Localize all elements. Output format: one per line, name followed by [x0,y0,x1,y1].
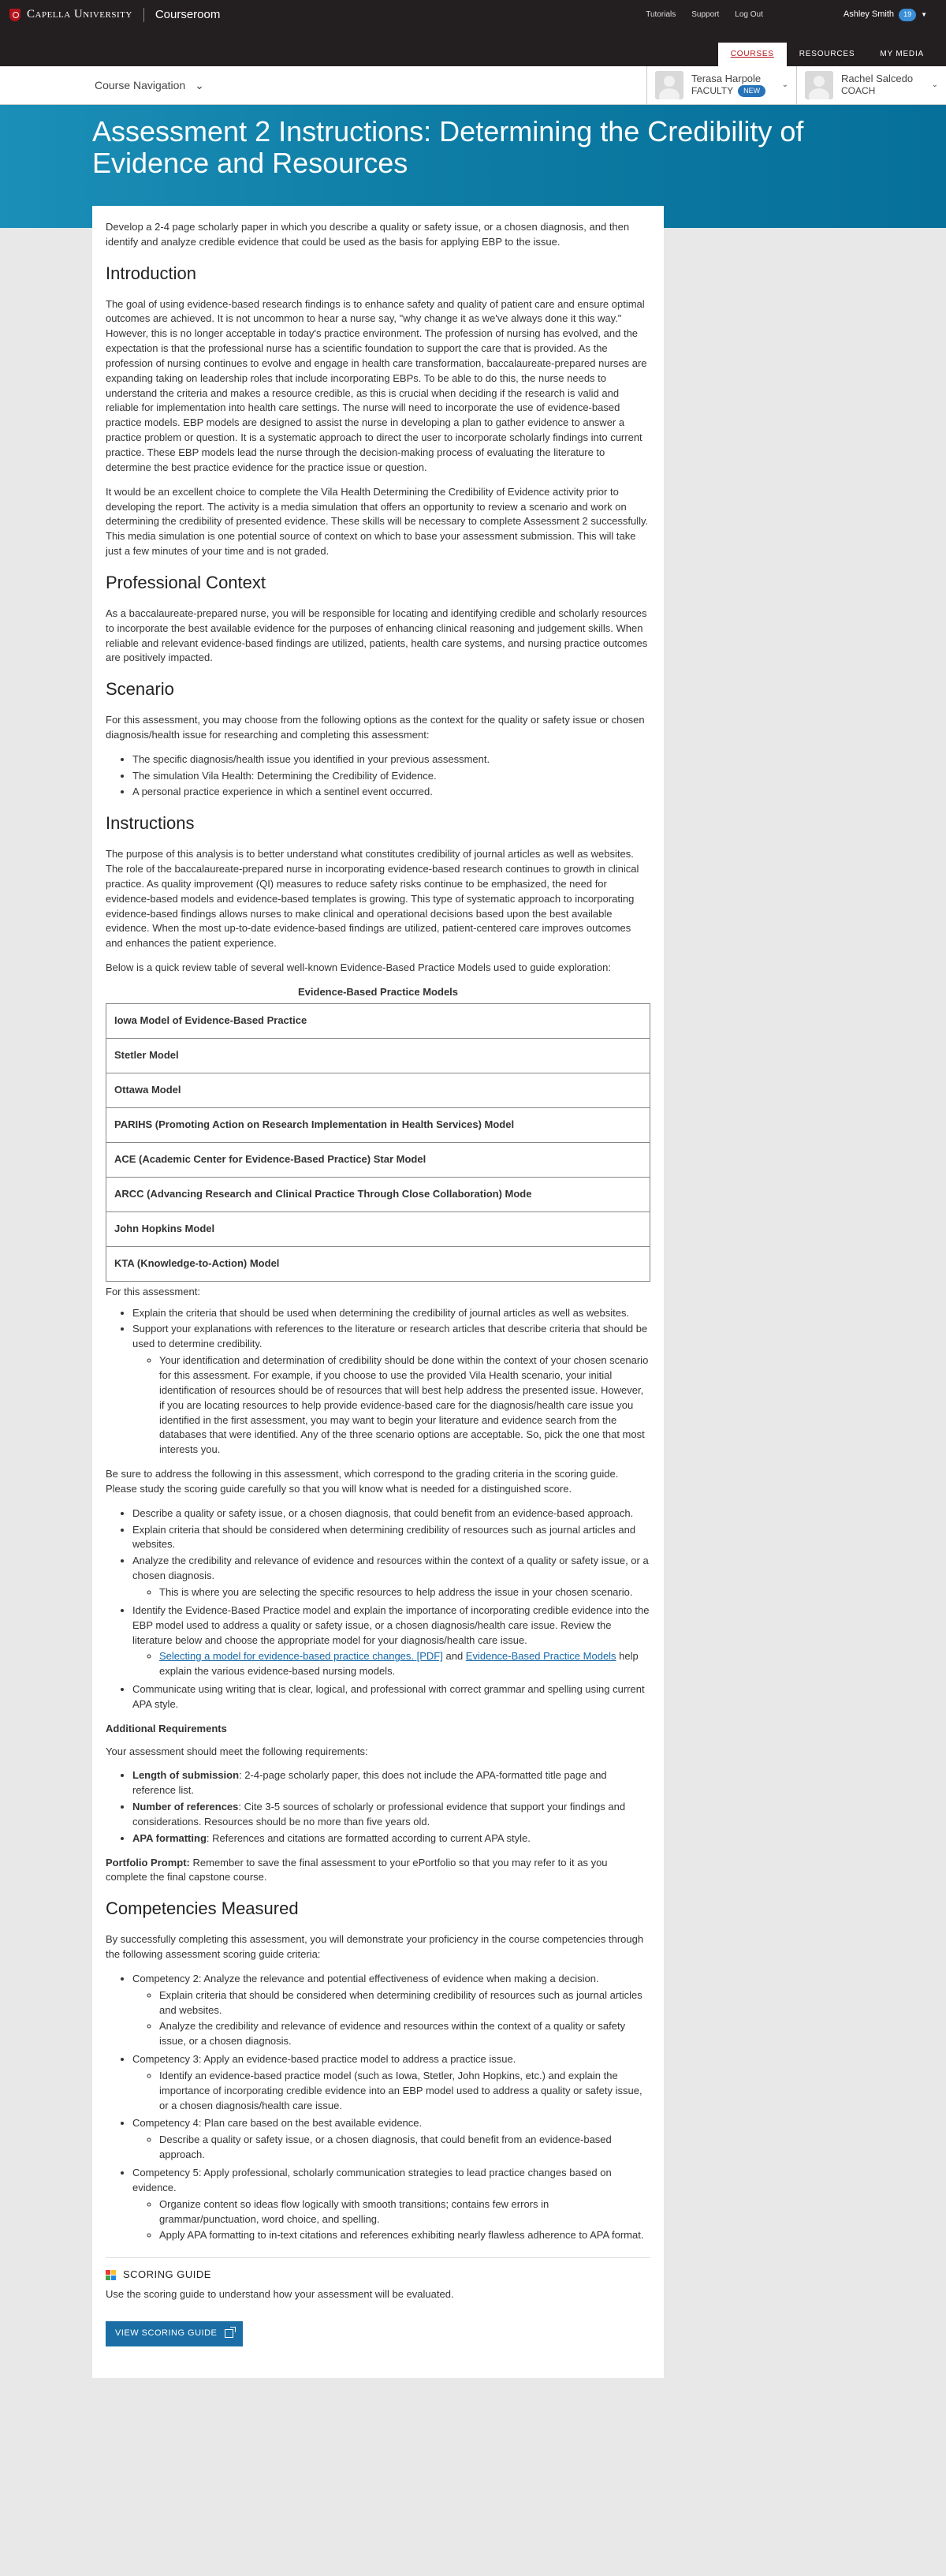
brand-divider [143,8,144,22]
table-row [106,1246,650,1281]
course-navigation-button[interactable] [95,77,204,93]
coach-name: Rachel Salcedo [841,72,914,84]
ebp-models-table [106,1003,650,1282]
list-item: ◦ Your identification and determination of credibility should be done within the context of your chosen scenario for this assessment. For example, if you choose to use the provided Vila Health scenario, your initial identification of resources should be of resources that will best help address the presented issue. However, if you are locating resources to help provide evidence-based care for the diagnosis/health care issue you identified in the first assessment, you may want to begin your literature and evidence search from the databases that were identified. Any of the three scenario options are acceptable. So, pick the one that most interests you. [159,1353,650,1458]
table-cell: Stetler Model [106,1038,650,1073]
assessment-list [132,1306,650,1458]
heading-competencies: Competencies Measured [106,1898,299,1919]
course-nav-bar [0,66,946,105]
table-row [106,1003,650,1038]
requirements-list [132,1768,650,1846]
divider [106,2257,650,2258]
competency-title: Competency 3: Apply an evidence-based practice model to address a practice issue. [132,2053,516,2066]
brand-name: Capella University [27,8,132,21]
paragraph: For this assessment: [106,1285,200,1297]
table-row [106,1107,650,1142]
list-item [132,1800,650,1830]
avatar [805,71,833,99]
list-item: ◦ Identify an evidence-based practice model (such as Iowa, Stetler, John Hopkins, etc.) and explain the importance of incorporating credible evidence into an EBP model used to address a quality or safety issue, or a chosen diagnosis/health care issue. [159,2069,650,2114]
table-row [106,1038,650,1073]
list-item-text: Support your explanations with references to the literature or research articles that describe criteria that should be used to determine credibility. [132,1323,648,1350]
paragraph: As a baccalaureate-prepared nurse, you will be responsible for locating and identifying credible and scholarly resources to incorporate the best available evidence for the purposes of enhancing clinical reasoning and judgement skills. When reliable and relevant evidence-based findings are utilized, patients, health care systems, and nursing practice outcomes are positively impacted. [106,607,648,664]
sub-list [159,2069,650,2114]
tab-my-media[interactable]: MY MEDIA [880,49,924,58]
chevron-down-icon: ▼ [921,11,927,19]
list-item [132,1554,650,1600]
req-text: : 2-4-page scholarly paper, this does not include the APA-formatted title page and reference list. [132,1769,607,1797]
tab-courses[interactable]: COURSES [718,43,787,66]
course-people [646,66,946,104]
list-item: • Describe a quality or safety issue, or a chosen diagnosis, that could benefit from an evidence-based approach. [132,1506,650,1521]
sub-list [159,2197,650,2244]
paragraph: Use the scoring guide to understand how your assessment will be evaluated. [106,2288,454,2301]
new-badge: NEW [738,85,765,97]
portfolio-prompt [106,1856,650,1886]
logout-link[interactable]: Log Out [735,9,763,19]
competency-title: Competency 4: Plan care based on the best available evidence. [132,2117,423,2130]
competency-title: Competency 5: Apply professional, scholarly communication strategies to lead practice changes based on evidence. [132,2167,612,2193]
list-item-text: Identify the Evidence-Based Practice model and explain the importance of incorporating credible evidence into the EBP model used to address a quality or safety issue, or a chosen diagnosis/health care issue. Review the literature below and choose the appropriate model for your diagnosis/health care issue. [132,1603,650,1646]
avatar [655,71,683,99]
list-item [132,2166,650,2243]
list-item [132,1831,650,1846]
sub-list [159,1988,650,2049]
list-item-text: Analyze the credibility and relevance of evidence and resources within the context of a quality or safety issue, or a chosen diagnosis. [132,1555,649,1582]
table-cell: ARCC (Advancing Research and Clinical Practice Through Close Collaboration) Mode [106,1177,650,1211]
sub-list [159,2133,650,2163]
view-scoring-guide-button[interactable] [106,2321,243,2346]
external-link-icon [225,2329,233,2338]
sub-list [159,1585,650,1600]
scenario-list [132,752,650,801]
table-row [106,1073,650,1107]
list-item: • A personal practice experience in which a sentinel event occurred. [132,785,650,800]
notification-badge: 19 [899,9,916,21]
paragraph: It would be an excellent choice to complete the Vila Health Determining the Credibility of Evidence activity prior to developing the report. The activity is a media simulation that offers an opportunity to review a scenario and work on determining the credibility of presented evidence. These skills will be necessary to complete Assessment 2 successfully. This media simulation is one potential source of context on which to base your assessment submission. This will take just a few minutes of your time and is not graded. [106,485,649,558]
list-item [132,2116,650,2163]
paragraph: By successfully completing this assessment, you will demonstrate your proficiency in the course competencies through the following assessment scoring guide criteria: [106,1933,644,1961]
scoring-guide-icon [106,2270,117,2281]
table-cell: ACE (Academic Center for Evidence-Based Practice) Star Model [106,1142,650,1177]
support-link[interactable]: Support [691,9,720,19]
portfolio-label: Portfolio Prompt: [106,1856,190,1869]
main-tabs [0,30,946,66]
link-joiner: and [442,1650,466,1663]
user-menu[interactable] [844,9,927,21]
table-caption: Evidence-Based Practice Models [297,985,459,998]
portfolio-text: Remember to save the final assessment to your ePortfolio so that you may refer to it as you complete the final capstone course. [106,1856,608,1883]
chevron-down-icon: ⌄ [781,80,788,89]
top-links [646,9,763,21]
list-item [159,1649,650,1679]
heading-professional-context: Professional Context [106,572,266,592]
paragraph: For this assessment, you may choose from the following options as the context for the quality or safety issue or chosen diagnosis/health issue for researching and completing this assessment: [106,714,645,741]
content-card [92,206,664,2378]
table-cell: PARIHS (Promoting Action on Research Implementation in Health Services) Model [106,1107,650,1142]
list-item: ◦ Describe a quality or safety issue, or a chosen diagnosis, that could benefit from an evidence-based approach. [159,2133,650,2163]
paragraph: Your assessment should meet the following requirements: [106,1745,368,1757]
view-scoring-guide-label: VIEW SCORING GUIDE [115,2328,218,2338]
scoring-guide-header [106,2268,650,2283]
list-item: ◦ Explain criteria that should be considered when determining credibility of resources such as journal articles and websites. [159,1988,650,2018]
tab-resources[interactable]: RESOURCES [799,49,855,58]
list-item [132,1603,650,1679]
sub-list [159,1649,650,1679]
faculty-card[interactable] [646,66,796,104]
list-item: • Explain the criteria that should be used when determining the credibility of journal articles as well as websites. [132,1306,650,1321]
table-row [106,1211,650,1246]
list-item [132,1322,650,1458]
list-item: ◦ Organize content so ideas flow logically with smooth transitions; contains few errors in grammar/punctuation, word choice, and spelling. [159,2197,650,2227]
link-tail: help explain the various evidence-based nursing models. [159,1650,639,1678]
scoring-guide-title: SCORING GUIDE [123,2268,211,2281]
brand[interactable] [9,6,220,24]
list-item [132,2052,650,2113]
intro-paragraph: Develop a 2-4 page scholarly paper in which you describe a quality or safety issue, or a chosen diagnosis, and then identify and analyze credible evidence that could be used as the basis for applying EBP to the issue. [106,221,630,248]
top-bar [0,0,946,30]
list-item: ◦ This is where you are selecting the specific resources to help address the issue in your chosen scenario. [159,1585,650,1600]
competencies-list [132,1972,650,2243]
ebp-models-link[interactable]: Evidence-Based Practice Models [465,1650,616,1663]
list-item: • The simulation Vila Health: Determining the Credibility of Evidence. [132,769,650,784]
heading-instructions: Instructions [106,813,195,834]
coach-role: COACH [841,85,876,97]
paragraph: The goal of using evidence-based research findings is to enhance safety and quality of patient care and ensure optimal outcomes are achieved. It is not uncommon to hear a nurse say, "why change it as we've always done it this way." However, this is no longer acceptable in today's practice environment. The profession of nursing has evolved, and the expectation is that the professional nurse has a scientific foundation to support the care that is provided. As the profession of nursing continues to evolve and engage in health care transformation, baccalaureate-prepared nurses are expanding taking on leadership roles that include incorporating EBPs. To be able to do this, the nurse needs to understand the criteria and makes a resource credible, as this is crucial when deciding if the research is valid and reliable for implementation into health care settings. The nurse will need to incorporate the use of evidence-based practice models. EBP models are designed to assist the nurse in developing a plan to gather evidence to answer a practice problem or question. It is a systematic approach to direct the user to incorporate scholarly findings into current practice. These EBP models lead the nurse through the decision-making process of evaluating the literature to determine the best practice evidence for the practice issue or question. [106,297,647,473]
heading-additional-requirements: Additional Requirements [106,1722,227,1734]
faculty-name: Terasa Harpole [691,72,762,84]
heading-scenario: Scenario [106,679,174,700]
paragraph: Below is a quick review table of several well-known Evidence-Based Practice Models used to guide exploration: [106,961,611,974]
table-row [106,1177,650,1211]
chevron-down-icon: ⌄ [931,80,938,89]
table-cell: KTA (Knowledge-to-Action) Model [106,1246,650,1281]
table-cell: John Hopkins Model [106,1211,650,1246]
list-item: • Explain criteria that should be considered when determining credibility of resources such as journal articles and websites. [132,1523,650,1553]
competency-title: Competency 2: Analyze the relevance and potential effectiveness of evidence when making a decision. [132,1972,599,1984]
faculty-role: FACULTY [691,85,734,97]
chevron-down-icon: ⌄ [195,78,204,91]
heading-introduction: Introduction [106,263,196,283]
page-title: Assessment 2 Instructions: Determining the Credibility of Evidence and Resources [92,115,804,179]
list-item: ◦ Apply APA formatting to in-text citations and references exhibiting nearly flawless adherence to APA format. [159,2228,650,2243]
req-text: : Cite 3-5 sources of scholarly or professional evidence that support your findings and considerations. Resources should be no more than five years old. [132,1801,626,1827]
user-name: Ashley Smith [843,9,895,20]
list-item: • Communicate using writing that is clear, logical, and professional with correct grammar and spelling using current APA style. [132,1682,650,1712]
sub-list [159,1353,650,1458]
paragraph: The purpose of this analysis is to better understand what constitutes credibility of journal articles as well as websites. The role of the baccalaureate-prepared nurse in incorporating evidence-based research continues to growth in clinical practice. As quality improvement (QI) measures to reduce safety risks continue to be emphasized, the need for evidence-based models and evidence-based templates is growing. This type of systematic approach to incorporating evidence-based findings allows nurses to make clinical and operational decisions based upon the best available evidence. When the most up-to-date evidence-based findings are utilized, patient-centered care improves outcomes and enhances the patient experience. [106,848,639,950]
req-label: APA formatting [132,1831,207,1844]
req-label: Length of submission [132,1769,240,1782]
grading-criteria-list [132,1506,650,1712]
course-navigation-label: Course Navigation [95,78,186,91]
table-row [106,1142,650,1177]
ebp-model-pdf-link[interactable]: Selecting a model for evidence-based practice changes. [PDF] [159,1650,443,1663]
list-item [132,1768,650,1798]
table-cell: Ottawa Model [106,1073,650,1107]
req-label: Number of references [132,1801,239,1813]
coach-card[interactable] [796,66,946,104]
app-name: Courseroom [155,8,221,22]
list-item: • The specific diagnosis/health issue you identified in your previous assessment. [132,752,650,767]
list-item: ◦ Analyze the credibility and relevance of evidence and resources within the context of a quality or safety issue, or a chosen diagnosis. [159,2019,650,2049]
req-text: : References and citations are formatted according to current APA style. [206,1831,531,1844]
capella-logo-icon [9,9,20,21]
paragraph: Be sure to address the following in this assessment, which correspond to the grading criteria in the scoring guide. Please study the scoring guide carefully so that you will know what is needed for a distinguished score. [106,1468,619,1495]
table-cell: Iowa Model of Evidence-Based Practice [106,1003,650,1038]
list-item [132,1972,650,2049]
tutorials-link[interactable]: Tutorials [646,9,676,19]
